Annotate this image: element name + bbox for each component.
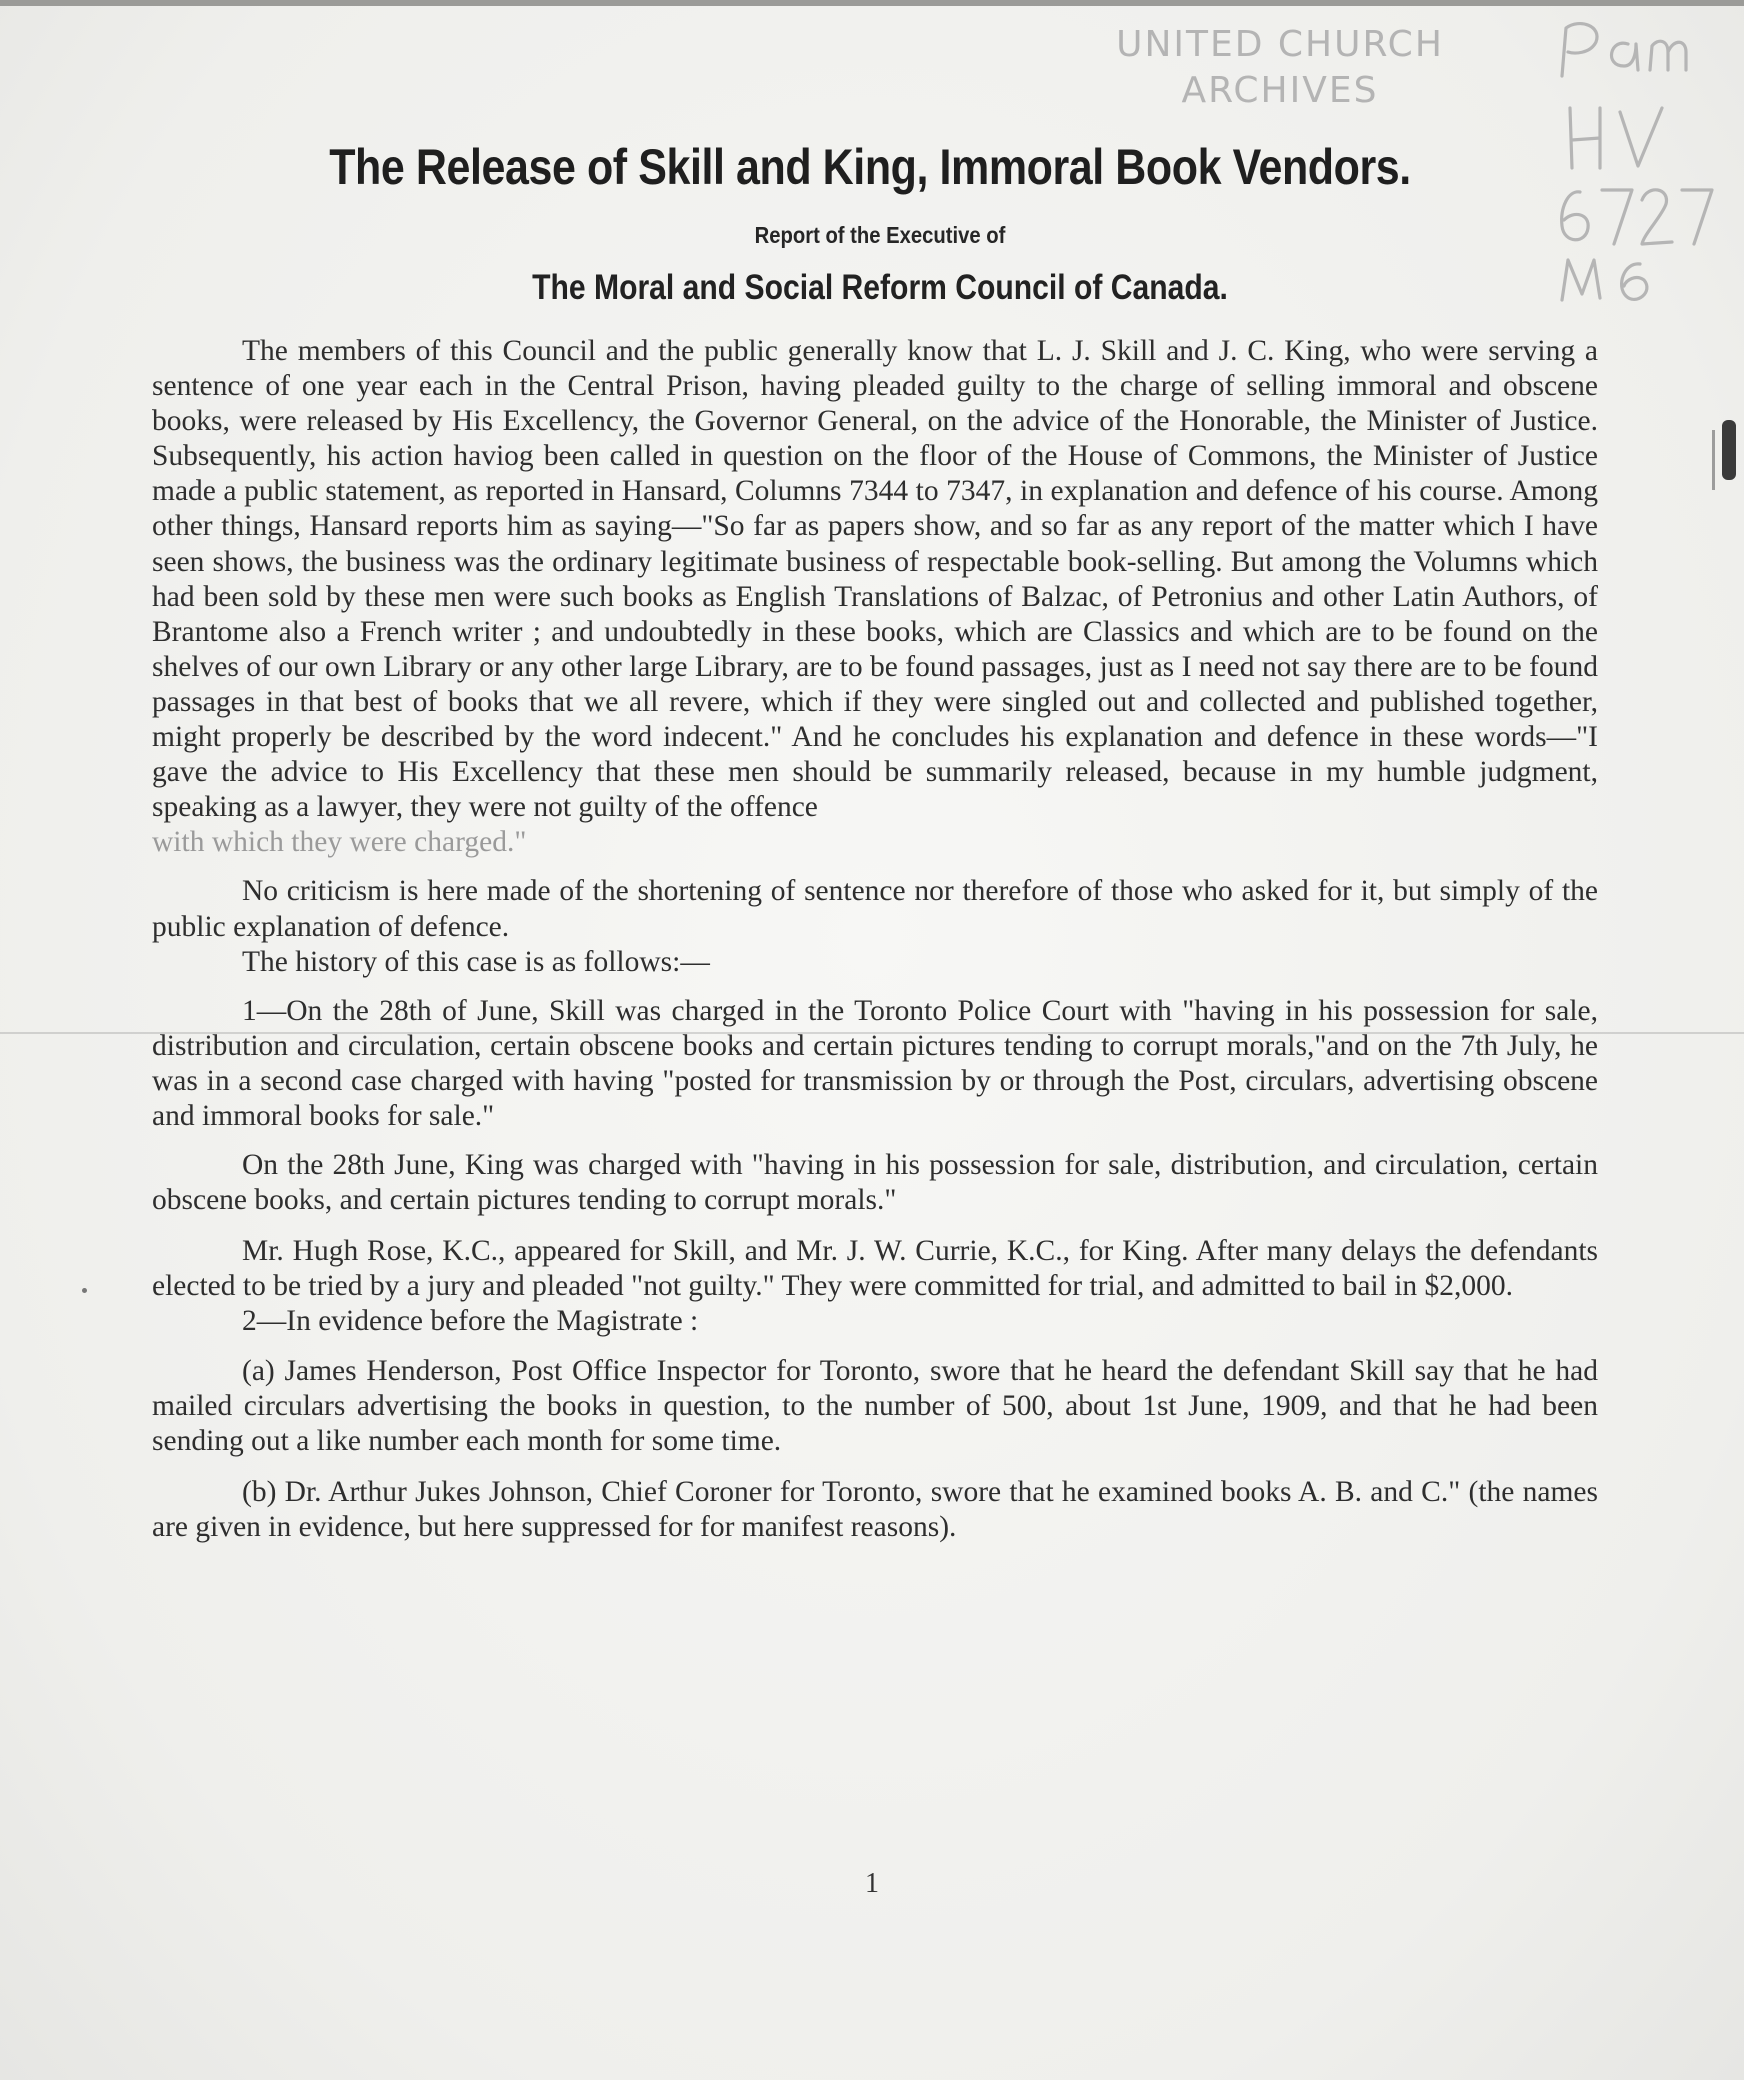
page-fold-line: [0, 1032, 1744, 1034]
binding-mark: [1722, 420, 1736, 480]
stamp-line-2: ARCHIVES: [1181, 70, 1379, 111]
paragraph-item-2: 2—In evidence before the Magistrate :: [242, 1305, 699, 1338]
paragraph-history-heading: The history of this case is as follows:—: [242, 945, 710, 978]
report-body: [152, 334, 1598, 1545]
paragraph-evidence-a: (a) James Henderson, Post Office Inspector for Toronto, swore that he heard the defendant Skill say that he had mailed circulars advertising the books in question, to the number of 500, about 1st June, 1909, and that he had been sending out a like number each month for some time.: [152, 1354, 1598, 1457]
paragraph-intro-end: with which they were charged.": [152, 826, 527, 859]
archive-stamp: [1100, 22, 1460, 114]
document-title: The Release of Skill and King, Immoral Book Vendors.: [329, 139, 1411, 195]
ink-speck: [82, 1288, 87, 1293]
stamp-line-1: UNITED CHURCH: [1116, 24, 1444, 65]
page-number: 1: [865, 1868, 879, 1899]
council-name: The Moral and Social Reform Council of Canada.: [532, 268, 1228, 307]
paragraph-king-charge: On the 28th June, King was charged with "having in his possession for sale, distribution, and circulation, certain obscene books, and certain pictures tending to corrupt morals.": [152, 1149, 1598, 1217]
handwritten-call-number: [1540, 8, 1730, 308]
document-subtitle: Report of the Executive of: [754, 222, 1006, 248]
page-top-edge: [0, 0, 1744, 6]
paragraph-intro: The members of this Council and the public generally know that L. J. Skill and J. C. King, who were serving a sentence of one year each in the Central Prison, having pleaded guilty to the charge of selling immoral and obscene books, were released by His Excellency, the Governor General, on the advice of the Honorable, the Minister of Justice. Subsequently, his action haviog been called in question on the floor of the House of Commons, the Minister of Justice made a public statement, as reported in Hansard, Columns 7344 to 7347, in explanation and defence of his course. Among other things, Hansard reports him as saying—"So far as papers show, and so far as any report of the matter which I have seen shows, the business was the ordinary legitimate business of respectable book-selling. But among the Volumns which had been sold by these men were such books as English Translations of Balzac, of Petronius and other Latin Authors, of Brantome also a French writer ; and undoubtedly in these books, which are Classics and which are to be found on the shelves of our own Library or any other large Library, are to be found passages, just as I need not say there are to be found passages in that best of books that we all revere, which if they were singled out and collected and published together, might properly be described by the word indecent." And he concludes his explanation and defence in these words—"I gave the advice to His Excellency that these men should be summarily released, because in my humble judgment, speaking as a lawyer, they were not guilty of the offence: [152, 335, 1598, 824]
paragraph-evidence-b: (b) Dr. Arthur Jukes Johnson, Chief Coroner for Toronto, swore that he examined books A. B. and C." (the names are given in evidence, but here suppressed for for manifest reasons).: [152, 1475, 1598, 1543]
paragraph-item-1: 1—On the 28th of June, Skill was charged in the Toronto Police Court with "having in his possession for sale, distribution and circulation, certain obscene books and certain pictures tending to corrupt morals,"and on the 7th July, he was in a second case charged with having "posted for transmission by or through the Post, circulars, advertising obscene and immoral books for sale.": [152, 994, 1598, 1132]
edge-shadow: [1712, 430, 1715, 490]
paragraph-counsel: Mr. Hugh Rose, K.C., appeared for Skill, and Mr. J. W. Currie, K.C., for King. After many delays the defendants elected to be tried by a jury and pleaded "not guilty." They were committed for trial, and admitted to bail in $2,000.: [152, 1235, 1598, 1303]
handwritten-call-number-drawing: [1540, 8, 1730, 308]
paragraph-criticism: No criticism is here made of the shortening of sentence nor therefore of those who asked for it, but simply of the public explanation of defence.: [152, 875, 1598, 943]
